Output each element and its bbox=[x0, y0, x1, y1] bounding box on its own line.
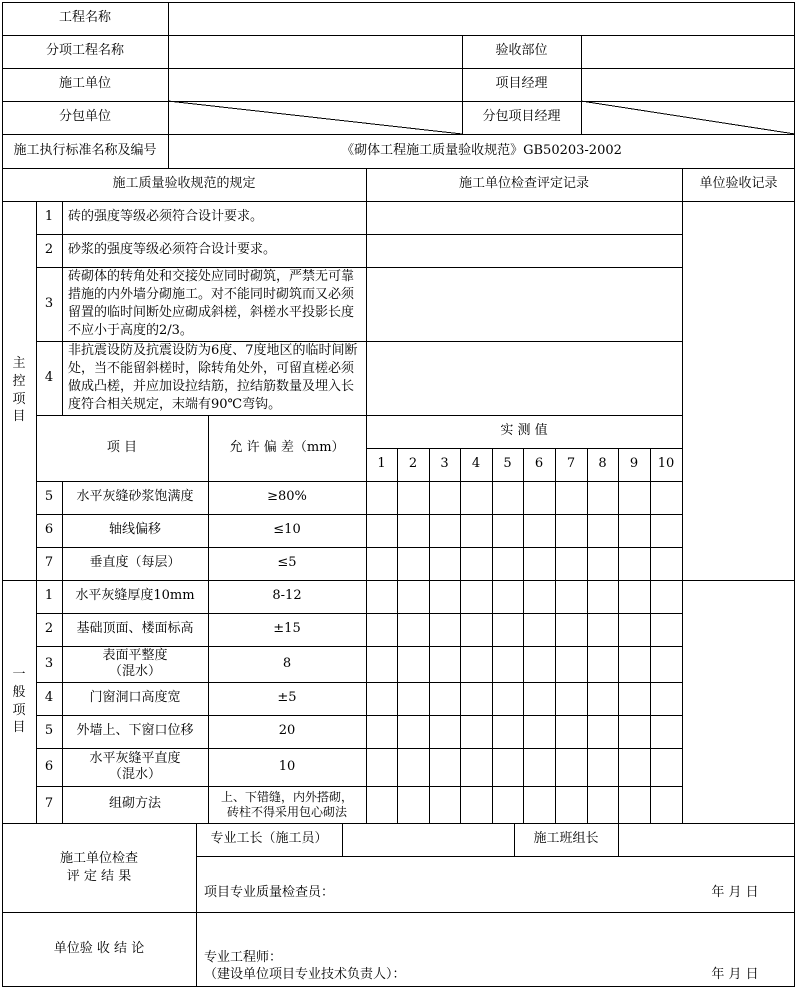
inspector-label: 项目专业质量检查员： bbox=[204, 884, 335, 900]
general-label: 一 般 项 目 bbox=[12, 667, 26, 736]
general-tolerance: 20 bbox=[278, 723, 296, 739]
point-header: 8 bbox=[598, 456, 607, 472]
general-tolerance: 上、下错缝，内外搭砌， 砖柱不得采用包心砌法 bbox=[220, 789, 353, 819]
general-item-name: 水平灰缝厚度10mm bbox=[75, 588, 195, 604]
team-leader-label: 施工班组长 bbox=[533, 831, 599, 847]
sub-project-name-label: 分项工程名称 bbox=[45, 43, 124, 59]
row-number: 2 bbox=[44, 242, 54, 258]
row-number: 5 bbox=[44, 723, 54, 739]
standard-value: 《砌体工程施工质量验收规范》GB50203-2002 bbox=[341, 142, 622, 158]
general-item-name: 外墙上、下窗口位移 bbox=[76, 723, 194, 739]
engineer-sub-label: （建设单位项目专业技术负责人）： bbox=[204, 966, 406, 982]
row-number: 4 bbox=[44, 369, 54, 385]
standard-label: 施工执行标准名称及编号 bbox=[13, 142, 157, 158]
general-item-name: 表面平整度 （混水） bbox=[102, 647, 168, 679]
measure-tolerance: ≤10 bbox=[273, 522, 301, 538]
main-control-label: 主 控 项 目 bbox=[12, 356, 26, 425]
conclusion-label: 单位验 收 结 论 bbox=[53, 941, 145, 957]
row-number: 5 bbox=[44, 489, 54, 505]
measure-item-header: 项 目 bbox=[106, 439, 138, 455]
point-header: 4 bbox=[471, 456, 481, 472]
project-manager-label: 项目经理 bbox=[495, 76, 548, 92]
general-item-name: 组砌方法 bbox=[108, 796, 161, 812]
measure-tolerance: ≥80% bbox=[267, 489, 307, 505]
row-number: 6 bbox=[44, 522, 54, 538]
point-header: 6 bbox=[534, 456, 544, 472]
check-result-label: 施工单位检查 评 定 结 果 bbox=[59, 850, 138, 884]
acceptance-column-header: 单位验收记录 bbox=[699, 176, 778, 192]
general-tolerance: 10 bbox=[278, 758, 296, 774]
construction-unit-label: 施工单位 bbox=[58, 76, 111, 92]
foreman-label: 专业工长（施工员） bbox=[210, 831, 328, 847]
point-header: 10 bbox=[657, 456, 675, 472]
spec-text: 非抗震设防及抗震设防为6度、7度地区的临时间断处，当不能留斜槎时，除转角处外，可留直槎必须做成凸槎，并应加设拉结筋，拉结筋数量及埋入长度符合相关规定，末端有90℃弯钩。 bbox=[68, 343, 358, 412]
spec-text: 砂浆的强度等级必须符合设计要求。 bbox=[68, 242, 277, 258]
project-name-label: 工程名称 bbox=[58, 10, 111, 26]
point-header: 9 bbox=[629, 456, 639, 472]
general-item-name: 水平灰缝平直度 （混水） bbox=[89, 750, 181, 782]
measured-values-header: 实 测 值 bbox=[500, 423, 548, 439]
row-number: 7 bbox=[44, 796, 54, 812]
measure-tolerance-header: 允 许 偏 差（mm） bbox=[229, 439, 345, 455]
row-number: 2 bbox=[44, 621, 54, 637]
row-number: 1 bbox=[44, 209, 54, 225]
measure-tolerance: ≤5 bbox=[277, 555, 297, 571]
general-tolerance: 8-12 bbox=[272, 588, 302, 604]
acceptance-part-label: 验收部位 bbox=[495, 43, 548, 59]
row-number: 7 bbox=[44, 555, 54, 571]
general-tolerance: 8 bbox=[282, 655, 292, 671]
row-number: 3 bbox=[44, 655, 54, 671]
row-number: 6 bbox=[44, 758, 54, 774]
point-header: 1 bbox=[377, 456, 386, 472]
row-number: 3 bbox=[44, 295, 54, 311]
spec-text: 砖砌体的转角处和交接处应同时砌筑，严禁无可靠措施的内外墙分砌施工。对不能同时砌筑而又必须留置的临时间断处应砌成斜槎，斜槎水平投影长度不应小于高度的2/3。 bbox=[68, 269, 355, 338]
measure-item-name: 垂直度（每层） bbox=[89, 555, 181, 571]
measure-item-name: 水平灰缝砂浆饱满度 bbox=[76, 489, 194, 505]
spec-text: 砖的强度等级必须符合设计要求。 bbox=[68, 209, 264, 225]
date-label: 年 月 日 bbox=[711, 966, 759, 982]
row-number: 1 bbox=[44, 588, 54, 604]
general-tolerance: ±5 bbox=[277, 690, 297, 706]
spec-column-header: 施工质量验收规范的规定 bbox=[112, 176, 256, 192]
row-number: 4 bbox=[44, 690, 54, 706]
subcontract-unit-label: 分包单位 bbox=[58, 109, 111, 125]
subcontract-manager-label: 分包项目经理 bbox=[482, 109, 561, 125]
engineer-label: 专业工程师： bbox=[204, 949, 283, 965]
general-item-name: 基础顶面、楼面标高 bbox=[76, 621, 194, 637]
point-header: 7 bbox=[566, 456, 576, 472]
measure-item-name: 轴线偏移 bbox=[108, 522, 161, 538]
general-tolerance: ±15 bbox=[273, 621, 301, 637]
point-header: 2 bbox=[408, 456, 418, 472]
general-item-name: 门窗洞口高度宽 bbox=[89, 690, 181, 706]
point-header: 3 bbox=[440, 456, 449, 472]
record-column-header: 施工单位检查评定记录 bbox=[458, 176, 589, 192]
point-header: 5 bbox=[503, 456, 512, 472]
date-label: 年 月 日 bbox=[711, 884, 759, 900]
